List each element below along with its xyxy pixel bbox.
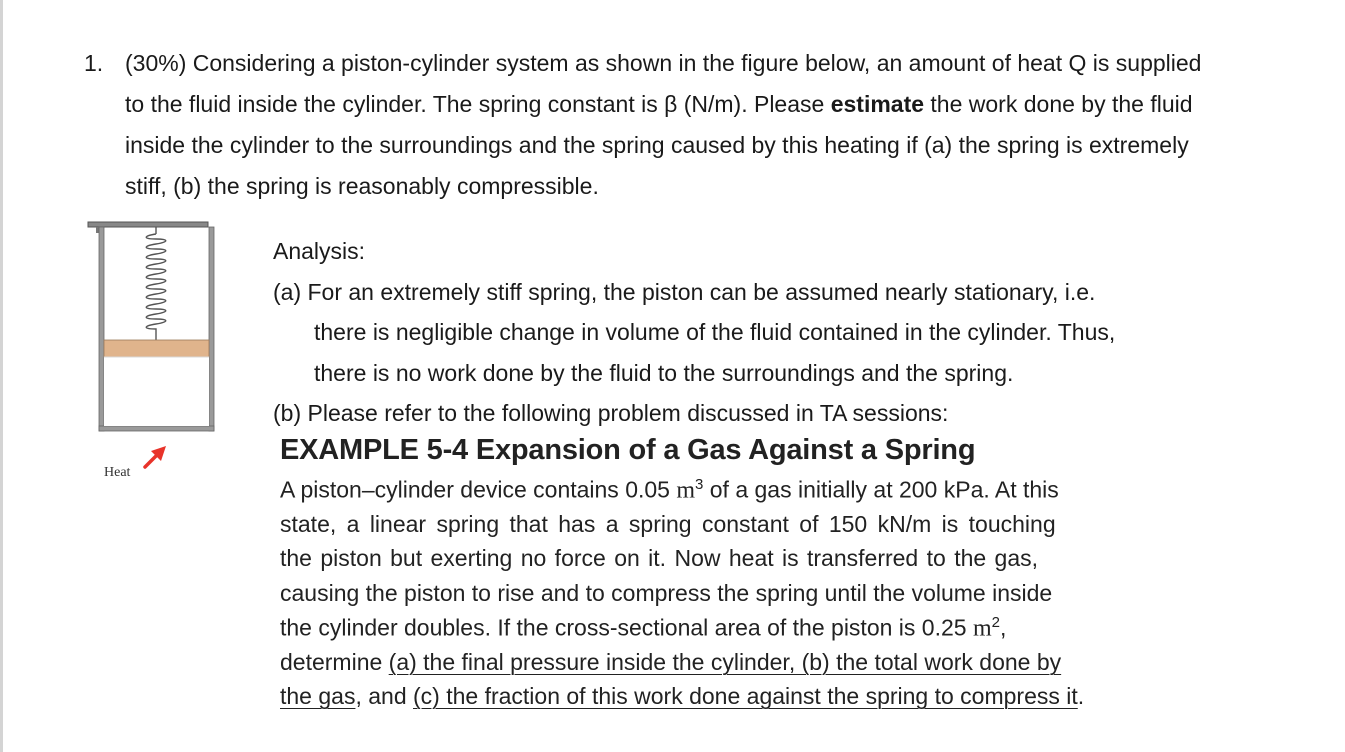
example-line-1 <box>280 476 1059 505</box>
analysis-b-line-1: (b) Please refer to the following problem discussed in TA sessions: <box>273 400 949 426</box>
example-line-5-end: , <box>999 614 1007 641</box>
question-emphasis-estimate: estimate <box>830 91 925 117</box>
example-line-7-end: . <box>1077 683 1085 709</box>
page-border <box>0 0 3 752</box>
volume-unit-exponent: 3 <box>695 476 704 493</box>
example-line-6-start: determine <box>280 649 389 675</box>
task-b-end: the gas <box>280 683 356 709</box>
volume-unit: m <box>676 477 696 504</box>
analysis-a-line-2: there is negligible change in volume of the fluid contained in the cylinder. Thus, <box>314 319 1116 345</box>
example-line-7-mid: , and <box>355 683 413 709</box>
example-line-1-end: of a gas initially at 200 kPa. At this <box>703 476 1059 503</box>
spring-coil <box>146 227 166 340</box>
analysis-a-line-1: (a) For an extremely stiff spring, the piston can be assumed nearly stationary, i.e. <box>273 279 1096 305</box>
question-line-4: stiff, (b) the spring is reasonably compressible. <box>125 173 599 199</box>
area-unit: m <box>972 615 992 642</box>
example-line-3: the piston but exerting no force on it. Now heat is transferred to the gas, <box>280 545 1039 571</box>
piston-cylinder-figure <box>85 218 270 488</box>
area-unit-exponent: 2 <box>991 614 1000 631</box>
analysis-heading: Analysis: <box>273 238 366 264</box>
question-number: 1. <box>84 50 104 76</box>
example-line-7 <box>280 683 1084 710</box>
question-line-2-end: the work done by the fluid <box>924 91 1193 117</box>
example-line-5 <box>280 614 1006 643</box>
example-line-6 <box>280 649 1061 676</box>
heat-label: Heat <box>104 465 131 480</box>
question-line-2 <box>125 91 1193 118</box>
analysis-a-line-3: there is no work done by the fluid to the surroundings and the spring. <box>314 360 1014 386</box>
example-line-1-start: A piston–cylinder device contains 0.05 <box>280 476 677 503</box>
task-a-b: (a) the final pressure inside the cylinder, (b) the total work done by <box>388 649 1062 675</box>
question-line-3: inside the cylinder to the surroundings and the spring caused by this heating if (a) the spring is extremely <box>125 132 1189 158</box>
example-line-5-start: the cylinder doubles. If the cross-sectional area of the piston is 0.25 <box>280 614 973 641</box>
piston <box>104 340 209 357</box>
example-line-2: state, a linear spring that has a spring constant of 150 kN/m is touching <box>280 511 1056 537</box>
question-line-2-start: to the fluid inside the cylinder. The spring constant is β (N/m). Please <box>125 91 831 117</box>
example-line-4: causing the piston to rise and to compress the spring until the volume inside <box>280 580 1053 606</box>
question-line-1: (30%) Considering a piston-cylinder system as shown in the figure below, an amount of heat Q is supplied <box>125 50 1202 76</box>
example-title: EXAMPLE 5-4 Expansion of a Gas Against a Spring <box>280 434 976 466</box>
task-c: (c) the fraction of this work done against the spring to compress it <box>413 683 1078 709</box>
